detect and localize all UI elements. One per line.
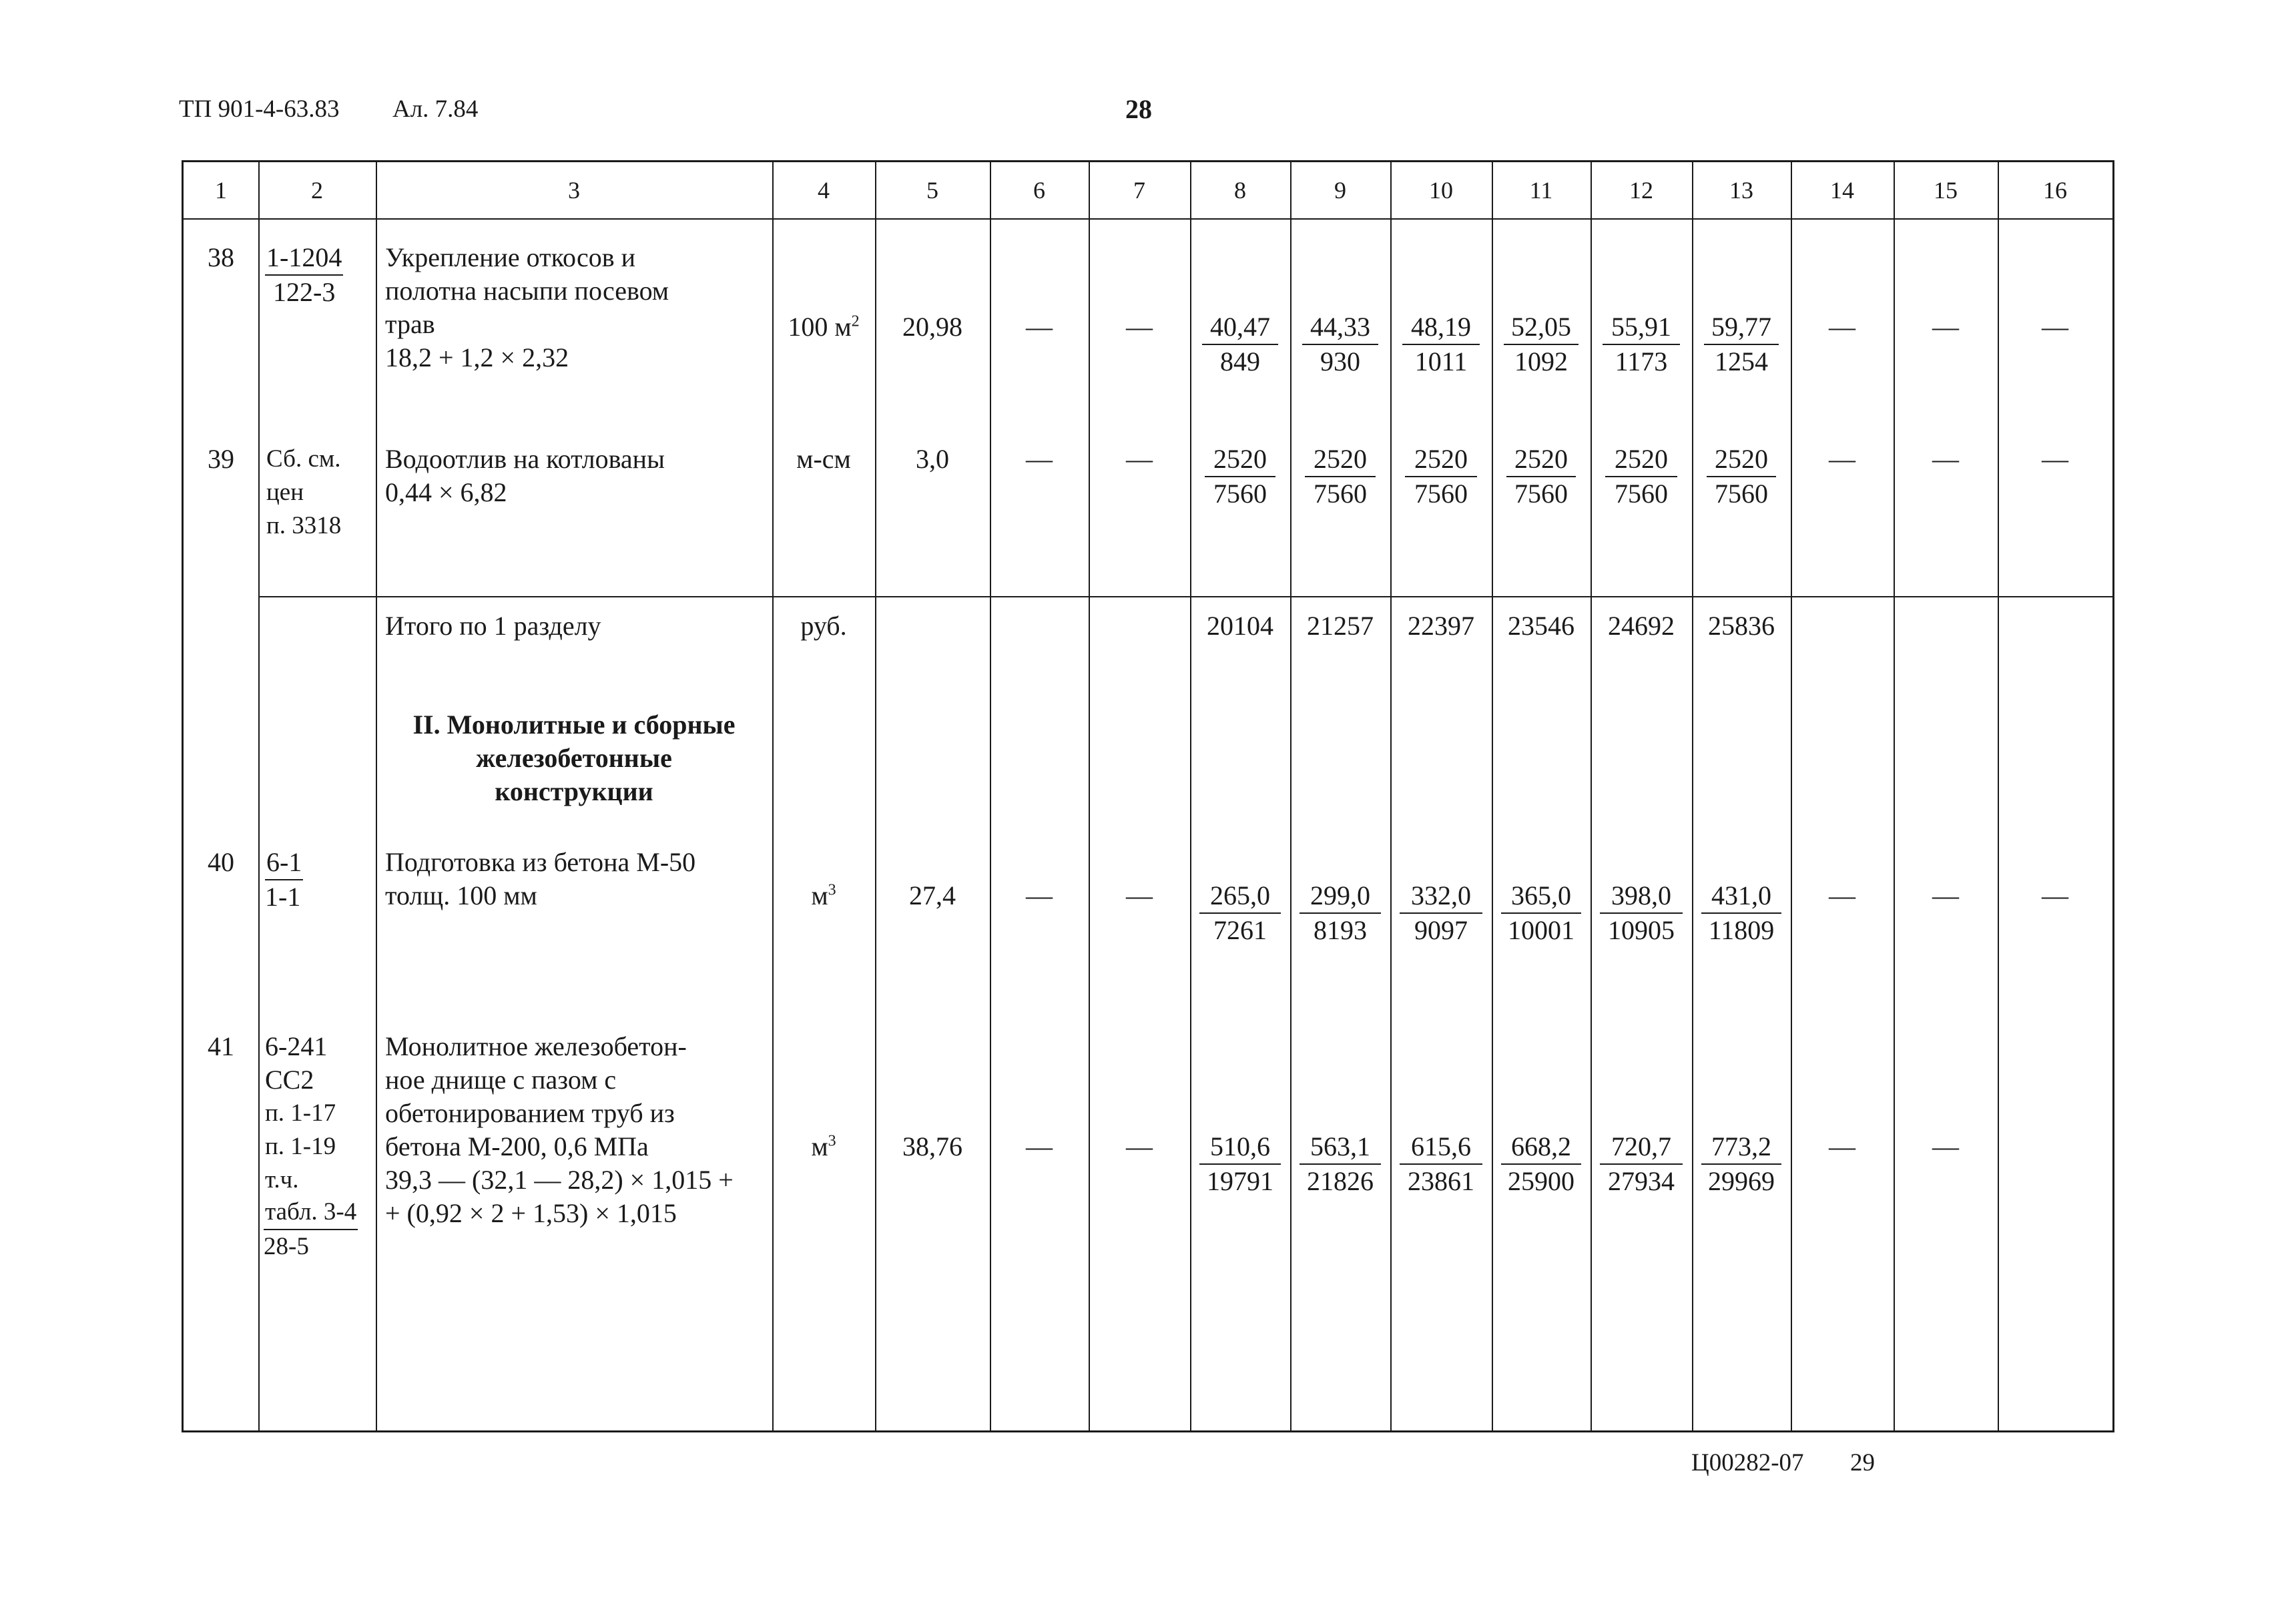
- cost-fraction: [1692, 1130, 1791, 1198]
- fraction-numerator: 2520: [1205, 443, 1275, 477]
- subtotal-divider: [258, 596, 2112, 597]
- fraction-numerator: 431,0: [1701, 879, 1781, 914]
- cost-fraction: [1591, 443, 1692, 511]
- quantity: 27,4: [909, 880, 956, 910]
- column-header-7: 7: [1133, 177, 1145, 204]
- col7-dash: —: [1126, 444, 1153, 474]
- col7-dash: —: [1126, 1131, 1153, 1161]
- fraction-numerator: 40,47: [1202, 310, 1278, 345]
- column-divider: [1998, 162, 1999, 1430]
- fraction-numerator: 48,19: [1402, 310, 1480, 345]
- reference-denominator: 1-1: [265, 882, 301, 912]
- norm-reference-line: т.ч.: [265, 1166, 299, 1193]
- unit: [772, 1130, 875, 1163]
- work-description-line: Монолитное железобетон-: [385, 1031, 687, 1061]
- fraction-denominator: 1092: [1514, 346, 1568, 376]
- cost-fraction: [1290, 310, 1390, 378]
- fraction-numerator: 773,2: [1701, 1130, 1781, 1165]
- work-description-line: 0,44 × 6,82: [385, 477, 507, 507]
- fraction-numerator: 398,0: [1600, 879, 1683, 914]
- norm-reference-line: цен: [266, 479, 304, 506]
- fraction-numerator: 55,91: [1603, 310, 1680, 345]
- col14-dash: —: [1829, 1131, 1855, 1161]
- unit-exponent: 3: [828, 1132, 836, 1150]
- work-description-line: 18,2 + 1,2 × 2,32: [385, 342, 569, 372]
- column-divider: [1791, 162, 1792, 1430]
- col14-dash: —: [1829, 312, 1855, 342]
- col14-dash: —: [1829, 880, 1855, 910]
- row-number: 39: [208, 444, 234, 474]
- fraction-denominator: 7560: [1514, 479, 1568, 509]
- norm-reference: [264, 1195, 358, 1264]
- quantity: 3,0: [916, 444, 949, 474]
- fraction-denominator: 1173: [1615, 346, 1668, 376]
- col7-dash: —: [1126, 312, 1153, 342]
- col6-dash: —: [1026, 880, 1053, 910]
- fraction-numerator: 2520: [1605, 443, 1677, 477]
- column-header-16: 16: [2043, 177, 2067, 204]
- cost-fraction: [1591, 1130, 1692, 1198]
- fraction-denominator: 7560: [1213, 479, 1267, 509]
- fraction-denominator: 25900: [1508, 1166, 1574, 1196]
- cost-fraction: [1591, 310, 1692, 378]
- fraction-numerator: 265,0: [1199, 879, 1281, 914]
- subtotal-label: Итого по 1 разделу: [385, 611, 601, 641]
- fraction-denominator: 21826: [1307, 1166, 1374, 1196]
- row-number: 40: [208, 847, 234, 877]
- cost-fraction: [1390, 310, 1492, 378]
- fraction-denominator: 23861: [1408, 1166, 1474, 1196]
- cost-fraction: [1492, 1130, 1591, 1198]
- unit-exponent: 3: [828, 881, 836, 899]
- norm-reference-line: 6-241: [265, 1031, 328, 1061]
- reference-numerator: 6-1: [265, 846, 303, 880]
- column-header-1: 1: [215, 177, 227, 204]
- page-number: 28: [1125, 94, 1152, 124]
- fraction-denominator: 7560: [1615, 479, 1668, 509]
- work-description-line: бетона М-200, 0,6 МПа: [385, 1131, 649, 1161]
- col16-dash: —: [2042, 444, 2068, 474]
- cost-fraction: [1190, 1130, 1290, 1198]
- subtotal-value: 21257: [1307, 611, 1374, 641]
- fraction-numerator: 2520: [1405, 443, 1477, 477]
- fraction-numerator: 44,33: [1302, 310, 1378, 345]
- header-divider: [184, 218, 2112, 220]
- row-number: 41: [208, 1031, 234, 1061]
- column-divider: [990, 162, 991, 1430]
- work-description-line: трав: [385, 309, 435, 339]
- col6-dash: —: [1026, 1131, 1053, 1161]
- unit: [772, 879, 875, 912]
- unit-exponent: 2: [851, 312, 860, 330]
- cost-fraction: [1390, 1130, 1492, 1198]
- column-header-12: 12: [1629, 177, 1653, 204]
- col15-dash: —: [1932, 444, 1959, 474]
- column-header-5: 5: [926, 177, 938, 204]
- fraction-numerator: 2520: [1506, 443, 1576, 477]
- fraction-numerator: 510,6: [1199, 1130, 1281, 1165]
- column-divider: [1894, 162, 1895, 1430]
- work-description-line: Водоотлив на котлованы: [385, 444, 665, 474]
- column-divider: [1089, 162, 1090, 1430]
- column-header-14: 14: [1830, 177, 1854, 204]
- unit: м-см: [796, 444, 851, 474]
- norm-reference-line: п. 1-17: [265, 1099, 336, 1127]
- cost-fraction: [1692, 310, 1791, 378]
- fraction-denominator: 7560: [1314, 479, 1367, 509]
- fraction-numerator: 2520: [1707, 443, 1776, 477]
- fraction-denominator: 849: [1220, 346, 1260, 376]
- column-header-11: 11: [1529, 177, 1553, 204]
- fraction-numerator: 365,0: [1501, 879, 1581, 914]
- cost-fraction: [1190, 879, 1290, 947]
- estimate-table: [182, 160, 2114, 1432]
- col16-dash: —: [2042, 880, 2068, 910]
- col15-dash: —: [1932, 1131, 1959, 1161]
- row-number: 38: [208, 242, 234, 272]
- cost-fraction: [1290, 879, 1390, 947]
- column-header-3: 3: [568, 177, 580, 204]
- fraction-denominator: 9097: [1414, 915, 1468, 945]
- unit-text: м: [811, 880, 828, 910]
- reference-denominator: 28-5: [264, 1233, 309, 1260]
- norm-reference-line: п. 3318: [266, 512, 342, 539]
- fraction-numerator: 52,05: [1504, 310, 1579, 345]
- column-header-2: 2: [311, 177, 323, 204]
- footer-page-number: 29: [1850, 1449, 1875, 1476]
- work-description-line: Укрепление откосов и: [385, 242, 636, 272]
- work-description-line: + (0,92 × 2 + 1,53) × 1,015: [385, 1198, 677, 1228]
- cost-fraction: [1190, 310, 1290, 378]
- cost-fraction: [1492, 310, 1591, 378]
- album-number: Ал. 7.84: [392, 95, 479, 123]
- subtotal-value: 23546: [1508, 611, 1574, 641]
- cost-fraction: [1290, 1130, 1390, 1198]
- work-description-line: ное днище с пазом с: [385, 1065, 617, 1095]
- column-header-15: 15: [1934, 177, 1958, 204]
- work-description-line: обетонированием труб из: [385, 1098, 675, 1128]
- column-divider: [772, 162, 774, 1430]
- subtotal-value: 20104: [1207, 611, 1273, 641]
- norm-reference-line: Сб. см.: [266, 445, 341, 473]
- col7-dash: —: [1126, 880, 1153, 910]
- fraction-denominator: 7560: [1715, 479, 1768, 509]
- cost-fraction: [1692, 443, 1791, 511]
- section-heading-line: конструкции: [495, 776, 653, 806]
- cost-fraction: [1492, 879, 1591, 947]
- unit-text: м: [811, 1131, 828, 1161]
- cost-fraction: [1390, 879, 1492, 947]
- col16-dash: —: [2042, 312, 2068, 342]
- section-heading-line: железобетонные: [476, 743, 672, 773]
- cost-fraction: [1190, 443, 1290, 511]
- cost-fraction: [1390, 443, 1492, 511]
- column-header-6: 6: [1033, 177, 1045, 204]
- fraction-denominator: 930: [1320, 346, 1360, 376]
- col6-dash: —: [1026, 312, 1053, 342]
- quantity: 38,76: [902, 1131, 962, 1161]
- fraction-numerator: 59,77: [1704, 310, 1779, 345]
- column-divider: [258, 162, 260, 1430]
- norm-reference: [265, 241, 343, 309]
- fraction-denominator: 10001: [1508, 915, 1574, 945]
- fraction-numerator: 615,6: [1400, 1130, 1482, 1165]
- work-description-line: толщ. 100 мм: [385, 880, 537, 910]
- column-header-10: 10: [1429, 177, 1453, 204]
- cost-fraction: [1692, 879, 1791, 947]
- norm-reference-line: СС2: [265, 1065, 314, 1095]
- footer-code: Ц00282-07: [1691, 1449, 1804, 1476]
- unit-text: 100 м: [788, 312, 852, 342]
- unit: [772, 310, 875, 344]
- fraction-denominator: 10905: [1608, 915, 1675, 945]
- fraction-numerator: 2520: [1305, 443, 1376, 477]
- fraction-denominator: 27934: [1608, 1166, 1675, 1196]
- column-header-4: 4: [818, 177, 830, 204]
- subtotal-value: 24692: [1608, 611, 1675, 641]
- fraction-numerator: 332,0: [1400, 879, 1482, 914]
- fraction-denominator: 7560: [1414, 479, 1468, 509]
- fraction-denominator: 29969: [1708, 1166, 1775, 1196]
- column-header-8: 8: [1234, 177, 1246, 204]
- cost-fraction: [1290, 443, 1390, 511]
- col14-dash: —: [1829, 444, 1855, 474]
- subtotal-value: 22397: [1408, 611, 1474, 641]
- fraction-denominator: 19791: [1207, 1166, 1273, 1196]
- fraction-denominator: 1254: [1715, 346, 1768, 376]
- subtotal-unit: руб.: [800, 611, 847, 641]
- section-heading-line: II. Монолитные и сборные: [412, 710, 736, 740]
- fraction-denominator: 7261: [1213, 915, 1267, 945]
- work-description-line: 39,3 — (32,1 — 28,2) × 1,015 +: [385, 1165, 734, 1195]
- fraction-denominator: 1011: [1414, 346, 1468, 376]
- work-description-line: полотна насыпи посевом: [385, 276, 669, 306]
- column-divider: [875, 162, 876, 1430]
- subtotal-value: 25836: [1708, 611, 1775, 641]
- work-description-line: Подготовка из бетона М-50: [385, 847, 696, 877]
- fraction-numerator: 668,2: [1501, 1130, 1581, 1165]
- reference-denominator: 122-3: [273, 277, 336, 307]
- fraction-denominator: 8193: [1314, 915, 1367, 945]
- col15-dash: —: [1932, 880, 1959, 910]
- norm-reference-line: п. 1-19: [265, 1133, 336, 1160]
- column-header-13: 13: [1729, 177, 1753, 204]
- reference-numerator: 1-1204: [265, 241, 343, 276]
- fraction-numerator: 720,7: [1600, 1130, 1683, 1165]
- cost-fraction: [1492, 443, 1591, 511]
- fraction-denominator: 11809: [1708, 915, 1775, 945]
- fraction-numerator: 563,1: [1300, 1130, 1381, 1165]
- col15-dash: —: [1932, 312, 1959, 342]
- cost-fraction: [1591, 879, 1692, 947]
- quantity: 20,98: [902, 312, 962, 342]
- col6-dash: —: [1026, 444, 1053, 474]
- document-code: ТП 901-4-63.83: [179, 95, 340, 123]
- column-header-9: 9: [1334, 177, 1346, 204]
- reference-numerator: табл. 3-4: [264, 1195, 358, 1230]
- fraction-numerator: 299,0: [1300, 879, 1381, 914]
- norm-reference: [265, 846, 303, 914]
